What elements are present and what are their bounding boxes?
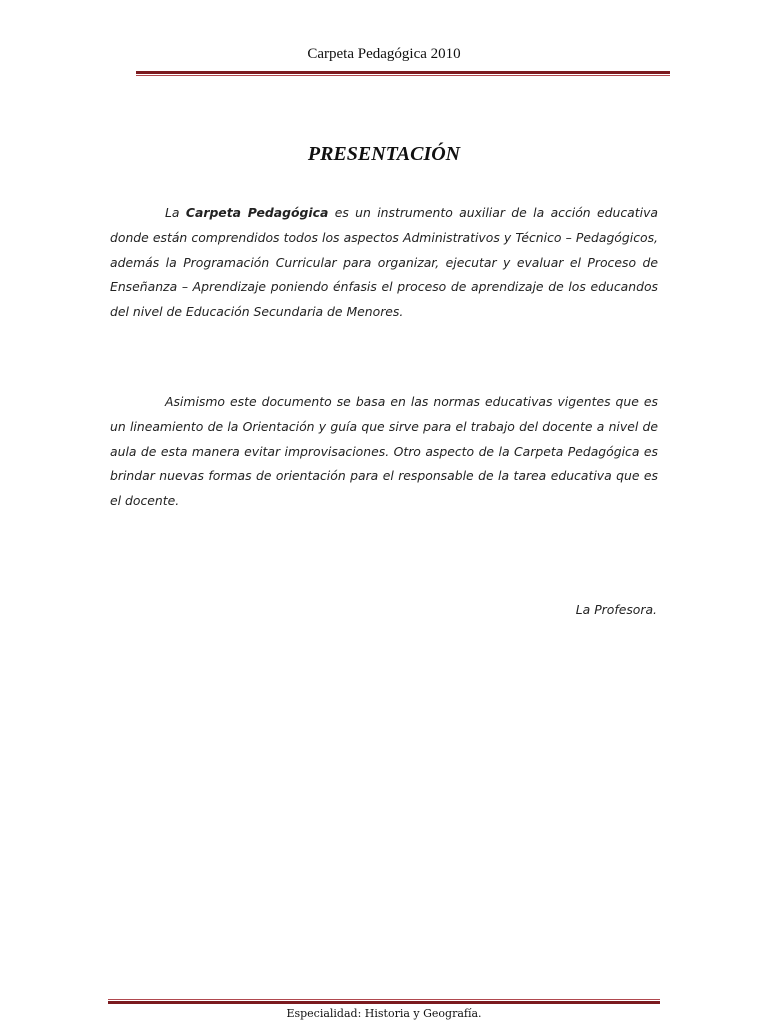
- footer-divider: [108, 999, 660, 1005]
- paragraph-1-body: es un instrumento auxiliar de la acción educativa donde están comprendidos todos los aspectos Administrativos y Técnico – Pedagógicos, además la Programación Curricular para organizar, ejecutar y evaluar el Proceso de Enseñanza – Aprendizaje poniendo énfasis el proceso de aprendizaje de los educandos del nivel de Educación Secundaria de Menores.: [110, 205, 659, 320]
- header-divider-thin-line: [136, 75, 670, 76]
- footer-text: Especialidad: Historia y Geografía.: [286, 1007, 482, 1020]
- footer-divider-thick-line: [108, 1001, 660, 1004]
- header-title: Carpeta Pedagógica 2010: [307, 46, 461, 62]
- paragraph-2-body: Asimismo este documento se basa en las normas educativas vigentes que es un lineamiento de la Orientación y guía que sirve para el trabajo del docente a nivel de aula de esta manera evitar improvisaciones. Otro aspecto de la Carpeta Pedagógica es brindar nuevas formas de orientación para el responsable de la tarea educativa que es el docente.: [110, 394, 658, 509]
- header-divider-thick-line: [136, 71, 670, 74]
- paragraph-1-lead: La: [165, 205, 186, 220]
- presentation-paragraph-2: [110, 390, 658, 514]
- presentation-paragraph-1: [110, 201, 658, 325]
- header-divider: [136, 71, 670, 77]
- signature: La Profesora.: [575, 602, 657, 617]
- paragraph-1-emphasis: Carpeta Pedagógica: [185, 205, 329, 220]
- document-title: PRESENTACIÓN: [307, 143, 461, 165]
- footer-divider-thin-line: [108, 999, 660, 1000]
